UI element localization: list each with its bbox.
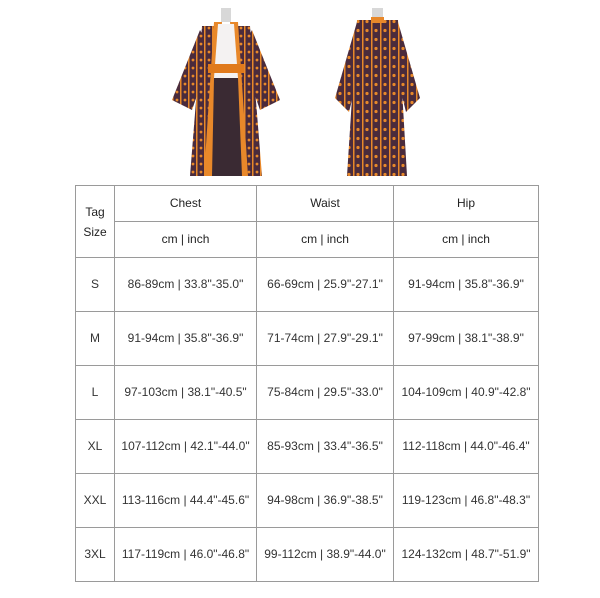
tag-label: Tag xyxy=(85,204,105,219)
table-row xyxy=(76,474,539,528)
hip-cell: 97-99cm | 38.1"-38.9" xyxy=(394,312,539,366)
chest-unit: cm | inch xyxy=(115,222,257,258)
chest-cell: 97-103cm | 38.1"-40.5" xyxy=(115,366,257,420)
waist-header: Waist xyxy=(257,186,394,222)
size-cell: 3XL xyxy=(76,528,115,582)
waist-cell: 94-98cm | 36.9"-38.5" xyxy=(257,474,394,528)
hip-unit: cm | inch xyxy=(394,222,539,258)
size-cell: S xyxy=(76,258,115,312)
waist-cell: 75-84cm | 29.5"-33.0" xyxy=(257,366,394,420)
waist-cell: 66-69cm | 25.9"-27.1" xyxy=(257,258,394,312)
table-row xyxy=(76,420,539,474)
hip-cell: 104-109cm | 40.9"-42.8" xyxy=(394,366,539,420)
waist-unit: cm | inch xyxy=(257,222,394,258)
table-row xyxy=(76,528,539,582)
table-row xyxy=(76,258,539,312)
waist-cell: 99-112cm | 38.9"-44.0" xyxy=(257,528,394,582)
unit-row xyxy=(76,222,539,258)
kimono-back-photo xyxy=(335,8,420,178)
table-row xyxy=(76,366,539,420)
waist-cell: 85-93cm | 33.4"-36.5" xyxy=(257,420,394,474)
waist-cell: 71-74cm | 27.9"-29.1" xyxy=(257,312,394,366)
size-label: Size xyxy=(83,224,107,239)
hip-header: Hip xyxy=(394,186,539,222)
chest-cell: 117-119cm | 46.0"-46.8" xyxy=(115,528,257,582)
size-chart-table xyxy=(75,185,539,582)
product-photos xyxy=(0,0,600,180)
chest-cell: 91-94cm | 35.8"-36.9" xyxy=(115,312,257,366)
chest-cell: 107-112cm | 42.1"-44.0" xyxy=(115,420,257,474)
table-header-row xyxy=(76,186,539,222)
hip-cell: 124-132cm | 48.7"-51.9" xyxy=(394,528,539,582)
chest-cell: 113-116cm | 44.4"-45.6" xyxy=(115,474,257,528)
table-row xyxy=(76,312,539,366)
chest-cell: 86-89cm | 33.8"-35.0" xyxy=(115,258,257,312)
hip-cell: 91-94cm | 35.8"-36.9" xyxy=(394,258,539,312)
hip-cell: 112-118cm | 44.0"-46.4" xyxy=(394,420,539,474)
size-cell: L xyxy=(76,366,115,420)
tag-size-header xyxy=(76,186,115,258)
size-cell: M xyxy=(76,312,115,366)
hip-cell: 119-123cm | 46.8"-48.3" xyxy=(394,474,539,528)
chest-header: Chest xyxy=(115,186,257,222)
size-cell: XXL xyxy=(76,474,115,528)
size-cell: XL xyxy=(76,420,115,474)
kimono-front-photo xyxy=(172,8,280,178)
